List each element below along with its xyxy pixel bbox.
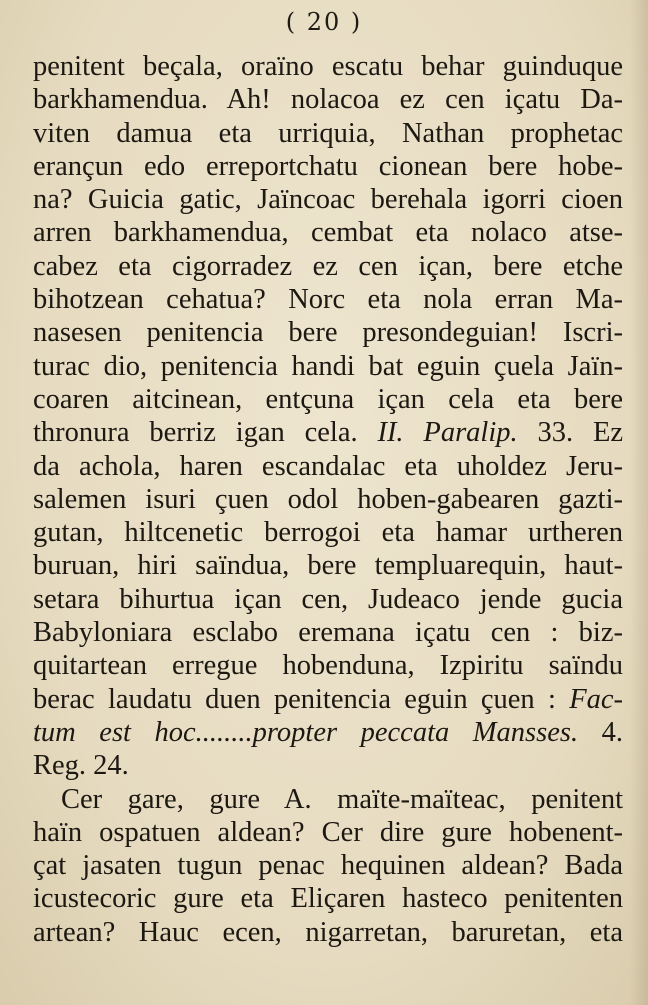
text-line: penitent beçala, oraïno escatu behar guinduque	[33, 51, 623, 82]
line-text: berac laudatu duen penitencia eguin çuen :	[33, 683, 570, 715]
text-line: Cer gare, gure A. maïte-maïteac, penitent	[61, 783, 623, 815]
text-line: erançun edo erreportchatu cionean bere hobe-	[33, 150, 623, 182]
citation-italic: II. Paralip.	[377, 417, 518, 449]
text-line: icustecoric gure eta Eliçaren hasteco penitenten	[33, 883, 623, 915]
page-number: ( 20 )	[285, 8, 363, 36]
text-line: bihotzean cehatua? Norc eta nola erran Ma-	[33, 284, 623, 316]
text-line-citation	[33, 716, 623, 749]
text-line: turac dio, penitencia handi bat eguin çuela Jaïn-	[33, 350, 623, 382]
text-line: Babyloniara esclabo eremana içatu cen : biz-	[33, 617, 623, 649]
text-line: nasesen penitencia bere presondeguian! Iscri-	[33, 317, 623, 349]
paragraph-2	[33, 783, 623, 949]
text-line: buruan, hiri saïndua, bere templuarequin, haut-	[33, 550, 623, 582]
text-line: cabez eta cigorradez ez cen içan, bere etche	[33, 250, 623, 282]
text-line: haïn ospatuen aldean? Cer dire gure hobenent-	[33, 816, 623, 848]
line-text: 4.	[578, 716, 623, 748]
line-text: 33. Ez	[517, 417, 623, 449]
body-text	[33, 50, 623, 949]
citation-italic: tum est hoc........propter peccata Mansses.	[33, 716, 579, 748]
text-line: quitartean erregue hobenduna, Izpiritu saïndu	[33, 650, 623, 682]
text-line: da achola, haren escandalac eta uholdez Jeru-	[33, 450, 623, 482]
text-line: barkhamendua. Ah! nolacoa ez cen içatu Da-	[33, 84, 623, 116]
text-line: Reg. 24.	[33, 750, 129, 782]
text-line: gutan, hiltcenetic berrogoi eta hamar urtheren	[33, 517, 623, 549]
text-line-citation	[33, 416, 623, 449]
page-edge-shadow	[630, 0, 648, 1005]
text-line: artean? Hauc ecen, nigarretan, baruretan, eta	[33, 916, 623, 948]
text-line: viten damua eta urriquia, Nathan prophetac	[33, 117, 623, 149]
text-line: coaren aitcinean, entçuna içan cela eta bere	[33, 383, 623, 415]
citation-italic: Fac-	[569, 683, 623, 715]
text-line-citation	[33, 683, 623, 716]
text-line: çat jasaten tugun penac hequinen aldean? Bada	[33, 850, 623, 882]
line-text: thronura berriz igan cela.	[33, 417, 378, 449]
text-line: na? Guicia gatic, Jaïncoac berehala igorri cioen	[33, 184, 623, 216]
paragraph-1	[33, 50, 623, 783]
text-line: setara bihurtua içan cen, Judeaco jende gucia	[33, 583, 623, 615]
text-line: arren barkhamendua, cembat eta nolaco atse-	[33, 217, 623, 249]
text-line: salemen isuri çuen odol hoben-gabearen gazti-	[33, 483, 623, 515]
